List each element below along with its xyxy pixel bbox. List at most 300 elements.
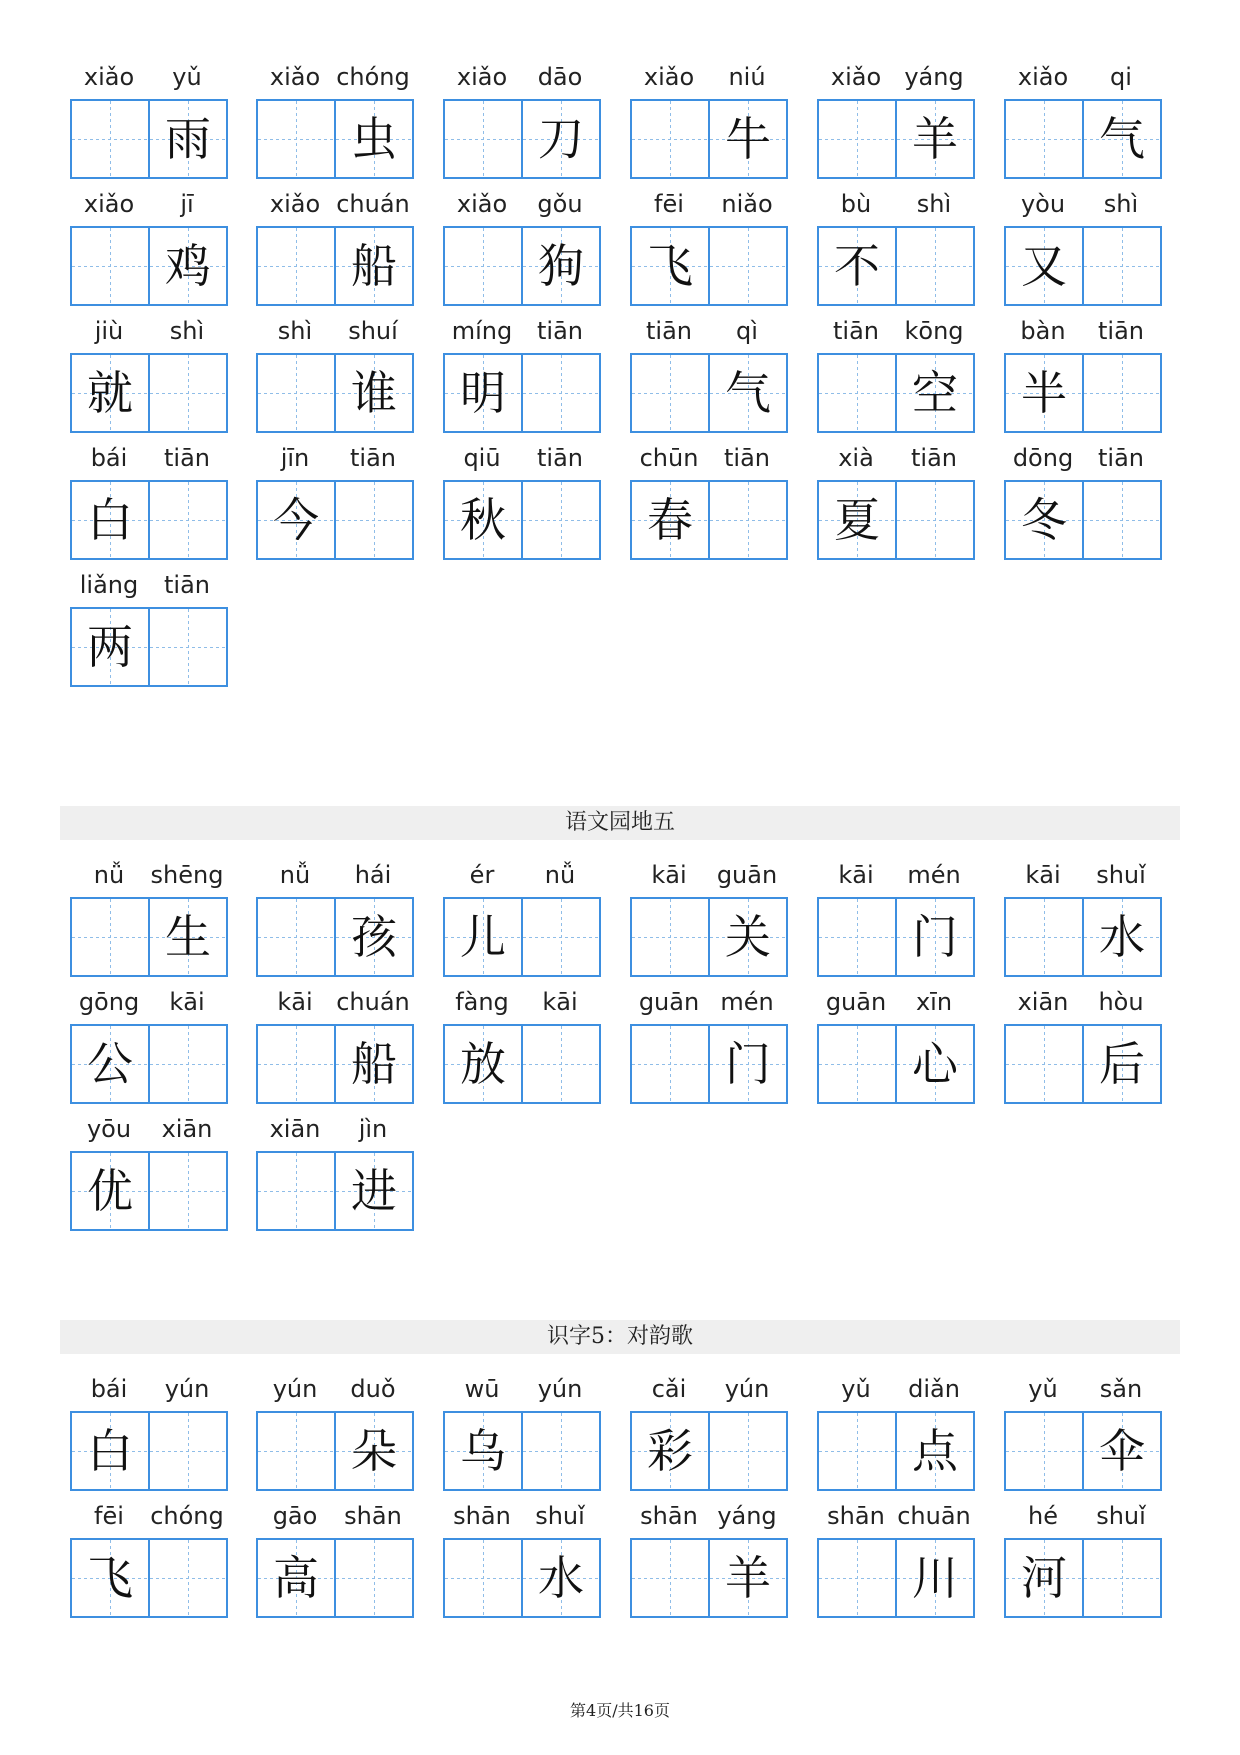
- tianzige-cell-filled: [256, 1538, 336, 1618]
- pinyin-label: shuǐ: [1096, 1502, 1146, 1530]
- tianzige-cell-blank[interactable]: [256, 897, 336, 977]
- word-item: [1004, 314, 1160, 439]
- hanzi-character: [445, 228, 521, 304]
- pinyin-label: fēi: [94, 1502, 124, 1530]
- hanzi-character: [150, 1413, 226, 1489]
- pinyin-label: shān: [827, 1502, 885, 1530]
- tianzige-cell-blank[interactable]: [630, 1024, 710, 1104]
- word-item: [256, 1372, 412, 1497]
- pinyin-label: kāi: [838, 861, 874, 889]
- pinyin-label: tiān: [350, 444, 396, 472]
- pinyin-label: tiān: [1098, 317, 1144, 345]
- page-footer: 第4页/共16页: [570, 1701, 670, 1720]
- tianzige-cell-blank[interactable]: [708, 1411, 788, 1491]
- pinyin-label: xīn: [915, 988, 953, 1016]
- hanzi-character: [258, 228, 334, 304]
- pinyin-label: qì: [736, 317, 758, 345]
- pinyin-label: xiǎo: [643, 63, 695, 91]
- hanzi-character: [632, 899, 708, 975]
- word-item: [817, 60, 973, 185]
- pinyin-label: dōng: [1012, 444, 1074, 472]
- pinyin-label: shuǐ: [1096, 861, 1146, 889]
- tianzige-cell-blank[interactable]: [817, 1024, 897, 1104]
- pinyin-label: gōng: [78, 988, 140, 1016]
- word-item: [256, 1499, 412, 1624]
- hanzi-character: [336, 482, 412, 558]
- hanzi-character: 空: [912, 366, 958, 420]
- hanzi-character: 伞: [1099, 1424, 1145, 1478]
- pinyin-label: yáng: [904, 63, 964, 91]
- tianzige-cell-filled: [256, 480, 336, 560]
- hanzi-character: [150, 1026, 226, 1102]
- pinyin-label: guān: [825, 988, 887, 1016]
- word-row: [70, 1112, 1170, 1237]
- pinyin-label: tiān: [1098, 444, 1144, 472]
- tianzige-cell-filled: [148, 226, 228, 306]
- hanzi-character: 点: [912, 1424, 958, 1478]
- tianzige-cell-blank[interactable]: [521, 897, 601, 977]
- tianzige-cell-filled: [895, 1411, 975, 1491]
- hanzi-character: [150, 482, 226, 558]
- pinyin-label: duǒ: [350, 1375, 396, 1403]
- tianzige-cell-blank[interactable]: [630, 353, 710, 433]
- tianzige-cell-filled: [1082, 99, 1162, 179]
- tianzige-cell-blank[interactable]: [70, 226, 150, 306]
- tianzige-cell-filled: [443, 1411, 523, 1491]
- hanzi-character: [445, 1540, 521, 1616]
- hanzi-character: 乌: [460, 1424, 506, 1478]
- hanzi-character: 牛: [725, 112, 771, 166]
- word-item: [1004, 60, 1160, 185]
- hanzi-character: [1084, 1540, 1160, 1616]
- word-item: [256, 985, 412, 1110]
- tianzige-cell-blank[interactable]: [1004, 1024, 1084, 1104]
- word-item: [817, 441, 973, 566]
- word-item: [70, 568, 226, 693]
- tianzige-cell-filled: [708, 353, 788, 433]
- word-item: [817, 1499, 973, 1624]
- word-row: [70, 1499, 1170, 1624]
- pinyin-label: niǎo: [721, 190, 773, 218]
- pinyin-label: xiǎo: [830, 63, 882, 91]
- tianzige-cell-blank[interactable]: [148, 480, 228, 560]
- pinyin-label: tiān: [164, 444, 210, 472]
- hanzi-character: 气: [725, 366, 771, 420]
- tianzige-cell-blank[interactable]: [148, 1151, 228, 1231]
- tianzige-cell-blank[interactable]: [1082, 226, 1162, 306]
- pinyin-label: yǔ: [172, 63, 202, 91]
- word-row: [70, 441, 1170, 566]
- tianzige-cell-filled: [630, 1411, 710, 1491]
- hanzi-character: 心: [912, 1037, 958, 1091]
- hanzi-character: 就: [87, 366, 133, 420]
- pinyin-label: shì: [916, 190, 952, 218]
- word-row: [70, 314, 1170, 439]
- pinyin-label: bù: [840, 190, 872, 218]
- word-item: [443, 1499, 599, 1624]
- tianzige-cell-blank[interactable]: [895, 226, 975, 306]
- hanzi-character: [710, 228, 786, 304]
- pinyin-label: yǔ: [841, 1375, 871, 1403]
- hanzi-character: 羊: [912, 112, 958, 166]
- tianzige-cell-filled: [1082, 1024, 1162, 1104]
- hanzi-character: [710, 482, 786, 558]
- pinyin-label: shān: [344, 1502, 402, 1530]
- pinyin-label: qi: [1110, 63, 1132, 91]
- tianzige-cell-blank[interactable]: [1082, 353, 1162, 433]
- hanzi-character: [523, 1026, 599, 1102]
- pinyin-label: tiān: [833, 317, 879, 345]
- hanzi-character: 船: [351, 239, 397, 293]
- tianzige-cell-filled: [70, 1538, 150, 1618]
- word-item: [256, 314, 412, 439]
- pinyin-label: yún: [537, 1375, 583, 1403]
- tianzige-cell-blank[interactable]: [256, 353, 336, 433]
- word-item: [256, 187, 412, 312]
- hanzi-character: 关: [725, 910, 771, 964]
- word-item: [70, 858, 226, 983]
- pinyin-label: mén: [720, 988, 774, 1016]
- tianzige-cell-blank[interactable]: [630, 1538, 710, 1618]
- tianzige-cell-blank[interactable]: [70, 897, 150, 977]
- hanzi-character: 飞: [87, 1551, 133, 1605]
- tianzige-cell-filled: [334, 99, 414, 179]
- word-item: [256, 441, 412, 566]
- hanzi-character: [819, 355, 895, 431]
- pinyin-label: shì: [277, 317, 313, 345]
- hanzi-character: 生: [165, 910, 211, 964]
- word-item: [70, 985, 226, 1110]
- tianzige-cell-blank[interactable]: [817, 1411, 897, 1491]
- pinyin-label: tiān: [537, 317, 583, 345]
- word-item: [443, 985, 599, 1110]
- hanzi-character: 今: [273, 493, 319, 547]
- pinyin-label: xiǎo: [456, 63, 508, 91]
- hanzi-character: 秋: [460, 493, 506, 547]
- word-item: [817, 314, 973, 439]
- hanzi-character: [819, 899, 895, 975]
- word-row: [70, 985, 1170, 1110]
- pinyin-label: yún: [164, 1375, 210, 1403]
- tianzige-cell-filled: [1004, 226, 1084, 306]
- pinyin-label: tiān: [537, 444, 583, 472]
- pinyin-label: chūn: [639, 444, 699, 472]
- hanzi-character: 气: [1099, 112, 1145, 166]
- tianzige-cell-filled: [70, 480, 150, 560]
- pinyin-label: cǎi: [651, 1375, 687, 1403]
- hanzi-character: [258, 1026, 334, 1102]
- word-item: [817, 858, 973, 983]
- tianzige-cell-blank[interactable]: [630, 99, 710, 179]
- pinyin-label: chóng: [336, 63, 410, 91]
- pinyin-label: bái: [90, 1375, 128, 1403]
- pinyin-label: xiān: [1017, 988, 1069, 1016]
- word-item: [443, 187, 599, 312]
- pinyin-label: shēng: [150, 861, 224, 889]
- hanzi-character: [1006, 1413, 1082, 1489]
- word-item: [817, 1372, 973, 1497]
- pinyin-label: jī: [180, 190, 194, 218]
- pinyin-label: kāi: [1025, 861, 1061, 889]
- hanzi-character: 门: [725, 1037, 771, 1091]
- pinyin-label: wū: [464, 1375, 500, 1403]
- pinyin-label: shuǐ: [535, 1502, 585, 1530]
- tianzige-cell-blank[interactable]: [817, 897, 897, 977]
- hanzi-character: [72, 899, 148, 975]
- hanzi-character: 朵: [351, 1424, 397, 1478]
- pinyin-label: liǎng: [79, 571, 139, 599]
- word-item: [443, 60, 599, 185]
- tianzige-cell-blank[interactable]: [708, 480, 788, 560]
- tianzige-cell-blank[interactable]: [256, 1411, 336, 1491]
- tianzige-cell-blank[interactable]: [1004, 1411, 1084, 1491]
- hanzi-character: 河: [1021, 1551, 1067, 1605]
- hanzi-character: [336, 1540, 412, 1616]
- tianzige-cell-filled: [895, 1024, 975, 1104]
- pinyin-label: xiǎo: [83, 63, 135, 91]
- hanzi-character: 冬: [1021, 493, 1067, 547]
- word-item: [70, 1112, 226, 1237]
- hanzi-character: 彩: [647, 1424, 693, 1478]
- word-item: [630, 60, 786, 185]
- pinyin-label: bái: [90, 444, 128, 472]
- pinyin-label: kāi: [169, 988, 205, 1016]
- hanzi-character: [72, 101, 148, 177]
- hanzi-character: [632, 1540, 708, 1616]
- hanzi-character: [632, 101, 708, 177]
- pinyin-label: tiān: [724, 444, 770, 472]
- tianzige-cell-filled: [70, 607, 150, 687]
- tianzige-cell-filled: [630, 480, 710, 560]
- word-item: [1004, 858, 1160, 983]
- hanzi-character: [819, 1413, 895, 1489]
- word-item: [630, 1372, 786, 1497]
- pinyin-label: yòu: [1020, 190, 1066, 218]
- word-item: [70, 60, 226, 185]
- tianzige-cell-blank[interactable]: [256, 99, 336, 179]
- hanzi-character: 春: [647, 493, 693, 547]
- tianzige-cell-blank[interactable]: [256, 1151, 336, 1231]
- tianzige-cell-blank[interactable]: [521, 1024, 601, 1104]
- word-item: [817, 985, 973, 1110]
- tianzige-cell-blank[interactable]: [443, 1538, 523, 1618]
- pinyin-label: ér: [469, 861, 495, 889]
- tianzige-cell-filled: [1004, 480, 1084, 560]
- hanzi-character: [710, 1413, 786, 1489]
- tianzige-cell-blank[interactable]: [1004, 99, 1084, 179]
- tianzige-cell-filled: [334, 897, 414, 977]
- tianzige-cell-filled: [1004, 1538, 1084, 1618]
- pinyin-label: shān: [640, 1502, 698, 1530]
- pinyin-label: chuán: [336, 190, 410, 218]
- tianzige-cell-blank[interactable]: [630, 897, 710, 977]
- hanzi-character: 又: [1021, 239, 1067, 293]
- tianzige-cell-blank[interactable]: [817, 1538, 897, 1618]
- tianzige-cell-blank[interactable]: [334, 480, 414, 560]
- tianzige-cell-filled: [521, 1538, 601, 1618]
- tianzige-cell-blank[interactable]: [521, 1411, 601, 1491]
- tianzige-cell-filled: [70, 1151, 150, 1231]
- tianzige-cell-filled: [334, 353, 414, 433]
- word-item: [630, 858, 786, 983]
- word-item: [256, 60, 412, 185]
- tianzige-cell-filled: [708, 99, 788, 179]
- pinyin-label: fēi: [654, 190, 684, 218]
- word-item: [630, 441, 786, 566]
- tianzige-cell-blank[interactable]: [70, 99, 150, 179]
- tianzige-cell-blank[interactable]: [521, 353, 601, 433]
- tianzige-cell-blank[interactable]: [521, 480, 601, 560]
- pinyin-label: gǒu: [537, 190, 583, 218]
- tianzige-cell-filled: [521, 99, 601, 179]
- pinyin-label: xiān: [269, 1115, 321, 1143]
- hanzi-character: 优: [87, 1164, 133, 1218]
- word-item: [443, 314, 599, 439]
- tianzige-cell-filled: [334, 226, 414, 306]
- pinyin-label: tiān: [646, 317, 692, 345]
- tianzige-cell-blank[interactable]: [817, 99, 897, 179]
- word-item: [443, 441, 599, 566]
- tianzige-cell-filled: [334, 1411, 414, 1491]
- pinyin-label: chuān: [897, 1502, 971, 1530]
- tianzige-cell-filled: [443, 353, 523, 433]
- hanzi-character: [1084, 482, 1160, 558]
- section-heading: 识字5：对韵歌: [60, 1320, 1180, 1354]
- tianzige-cell-blank[interactable]: [148, 1538, 228, 1618]
- tianzige-cell-blank[interactable]: [256, 226, 336, 306]
- tianzige-cell-blank[interactable]: [148, 1411, 228, 1491]
- section-heading: 语文园地五: [60, 806, 1180, 840]
- hanzi-character: 半: [1021, 366, 1067, 420]
- pinyin-label: xiǎo: [1017, 63, 1069, 91]
- tianzige-cell-blank[interactable]: [148, 607, 228, 687]
- hanzi-character: [258, 899, 334, 975]
- tianzige-cell-filled: [1004, 353, 1084, 433]
- pinyin-label: chóng: [150, 1502, 224, 1530]
- tianzige-cell-blank[interactable]: [708, 226, 788, 306]
- pinyin-label: hòu: [1098, 988, 1144, 1016]
- pinyin-label: bàn: [1020, 317, 1066, 345]
- word-item: [70, 314, 226, 439]
- pinyin-label: míng: [451, 317, 513, 345]
- tianzige-cell-filled: [895, 99, 975, 179]
- tianzige-cell-filled: [443, 1024, 523, 1104]
- pinyin-label: nǚ: [279, 861, 311, 889]
- tianzige-cell-blank[interactable]: [1004, 897, 1084, 977]
- word-row: [70, 858, 1170, 983]
- pinyin-label: kōng: [904, 317, 964, 345]
- tianzige-cell-filled: [630, 226, 710, 306]
- tianzige-cell-filled: [521, 226, 601, 306]
- word-item: [70, 441, 226, 566]
- tianzige-cell-blank[interactable]: [148, 353, 228, 433]
- tianzige-cell-filled: [443, 480, 523, 560]
- hanzi-character: 刀: [538, 112, 584, 166]
- tianzige-cell-blank[interactable]: [1082, 1538, 1162, 1618]
- word-item: [70, 1372, 226, 1497]
- tianzige-cell-filled: [70, 1024, 150, 1104]
- pinyin-label: mén: [907, 861, 961, 889]
- hanzi-character: [150, 1540, 226, 1616]
- word-item: [70, 187, 226, 312]
- hanzi-character: 不: [834, 239, 880, 293]
- pinyin-label: jiù: [94, 317, 124, 345]
- tianzige-cell-filled: [148, 99, 228, 179]
- hanzi-character: [897, 228, 973, 304]
- tianzige-cell-blank[interactable]: [895, 480, 975, 560]
- pinyin-label: xiǎo: [269, 190, 321, 218]
- hanzi-character: [258, 1413, 334, 1489]
- hanzi-character: [819, 1540, 895, 1616]
- hanzi-character: [150, 1153, 226, 1229]
- word-item: [70, 1499, 226, 1624]
- tianzige-cell-blank[interactable]: [443, 99, 523, 179]
- tianzige-cell-filled: [1082, 897, 1162, 977]
- hanzi-character: [819, 1026, 895, 1102]
- hanzi-character: 高: [273, 1551, 319, 1605]
- hanzi-character: 狗: [538, 239, 584, 293]
- pinyin-label: sǎn: [1099, 1375, 1143, 1403]
- pinyin-label: xià: [838, 444, 874, 472]
- hanzi-character: 谁: [351, 366, 397, 420]
- word-row: [70, 1372, 1170, 1497]
- word-row: [70, 60, 1170, 185]
- hanzi-character: 公: [87, 1037, 133, 1091]
- tianzige-cell-filled: [895, 1538, 975, 1618]
- hanzi-character: 飞: [647, 239, 693, 293]
- tianzige-cell-blank[interactable]: [334, 1538, 414, 1618]
- tianzige-cell-filled: [708, 1538, 788, 1618]
- tianzige-cell-filled: [817, 226, 897, 306]
- hanzi-character: 放: [460, 1037, 506, 1091]
- pinyin-label: yún: [272, 1375, 318, 1403]
- hanzi-character: [523, 1413, 599, 1489]
- hanzi-character: 水: [1099, 910, 1145, 964]
- tianzige-cell-blank[interactable]: [443, 226, 523, 306]
- hanzi-character: [819, 101, 895, 177]
- hanzi-character: 鸡: [165, 239, 211, 293]
- tianzige-cell-filled: [895, 353, 975, 433]
- word-item: [443, 858, 599, 983]
- pinyin-label: xiǎo: [83, 190, 135, 218]
- tianzige-cell-blank[interactable]: [256, 1024, 336, 1104]
- pinyin-label: yǔ: [1028, 1375, 1058, 1403]
- tianzige-cell-filled: [1082, 1411, 1162, 1491]
- tianzige-cell-blank[interactable]: [148, 1024, 228, 1104]
- word-row: [70, 187, 1170, 312]
- tianzige-cell-blank[interactable]: [1082, 480, 1162, 560]
- hanzi-character: 后: [1099, 1037, 1145, 1091]
- tianzige-cell-filled: [148, 897, 228, 977]
- pinyin-label: shuí: [348, 317, 398, 345]
- word-item: [256, 1112, 412, 1237]
- hanzi-character: 虫: [351, 112, 397, 166]
- word-item: [443, 1372, 599, 1497]
- tianzige-cell-filled: [70, 1411, 150, 1491]
- hanzi-character: [150, 609, 226, 685]
- tianzige-cell-filled: [443, 897, 523, 977]
- tianzige-cell-filled: [895, 897, 975, 977]
- word-item: [1004, 985, 1160, 1110]
- pinyin-label: gāo: [272, 1502, 318, 1530]
- pinyin-label: guān: [716, 861, 778, 889]
- word-item: [817, 187, 973, 312]
- tianzige-cell-blank[interactable]: [817, 353, 897, 433]
- word-item: [630, 985, 786, 1110]
- word-item: [1004, 1372, 1160, 1497]
- pinyin-label: nǚ: [93, 861, 125, 889]
- pinyin-label: diǎn: [908, 1375, 960, 1403]
